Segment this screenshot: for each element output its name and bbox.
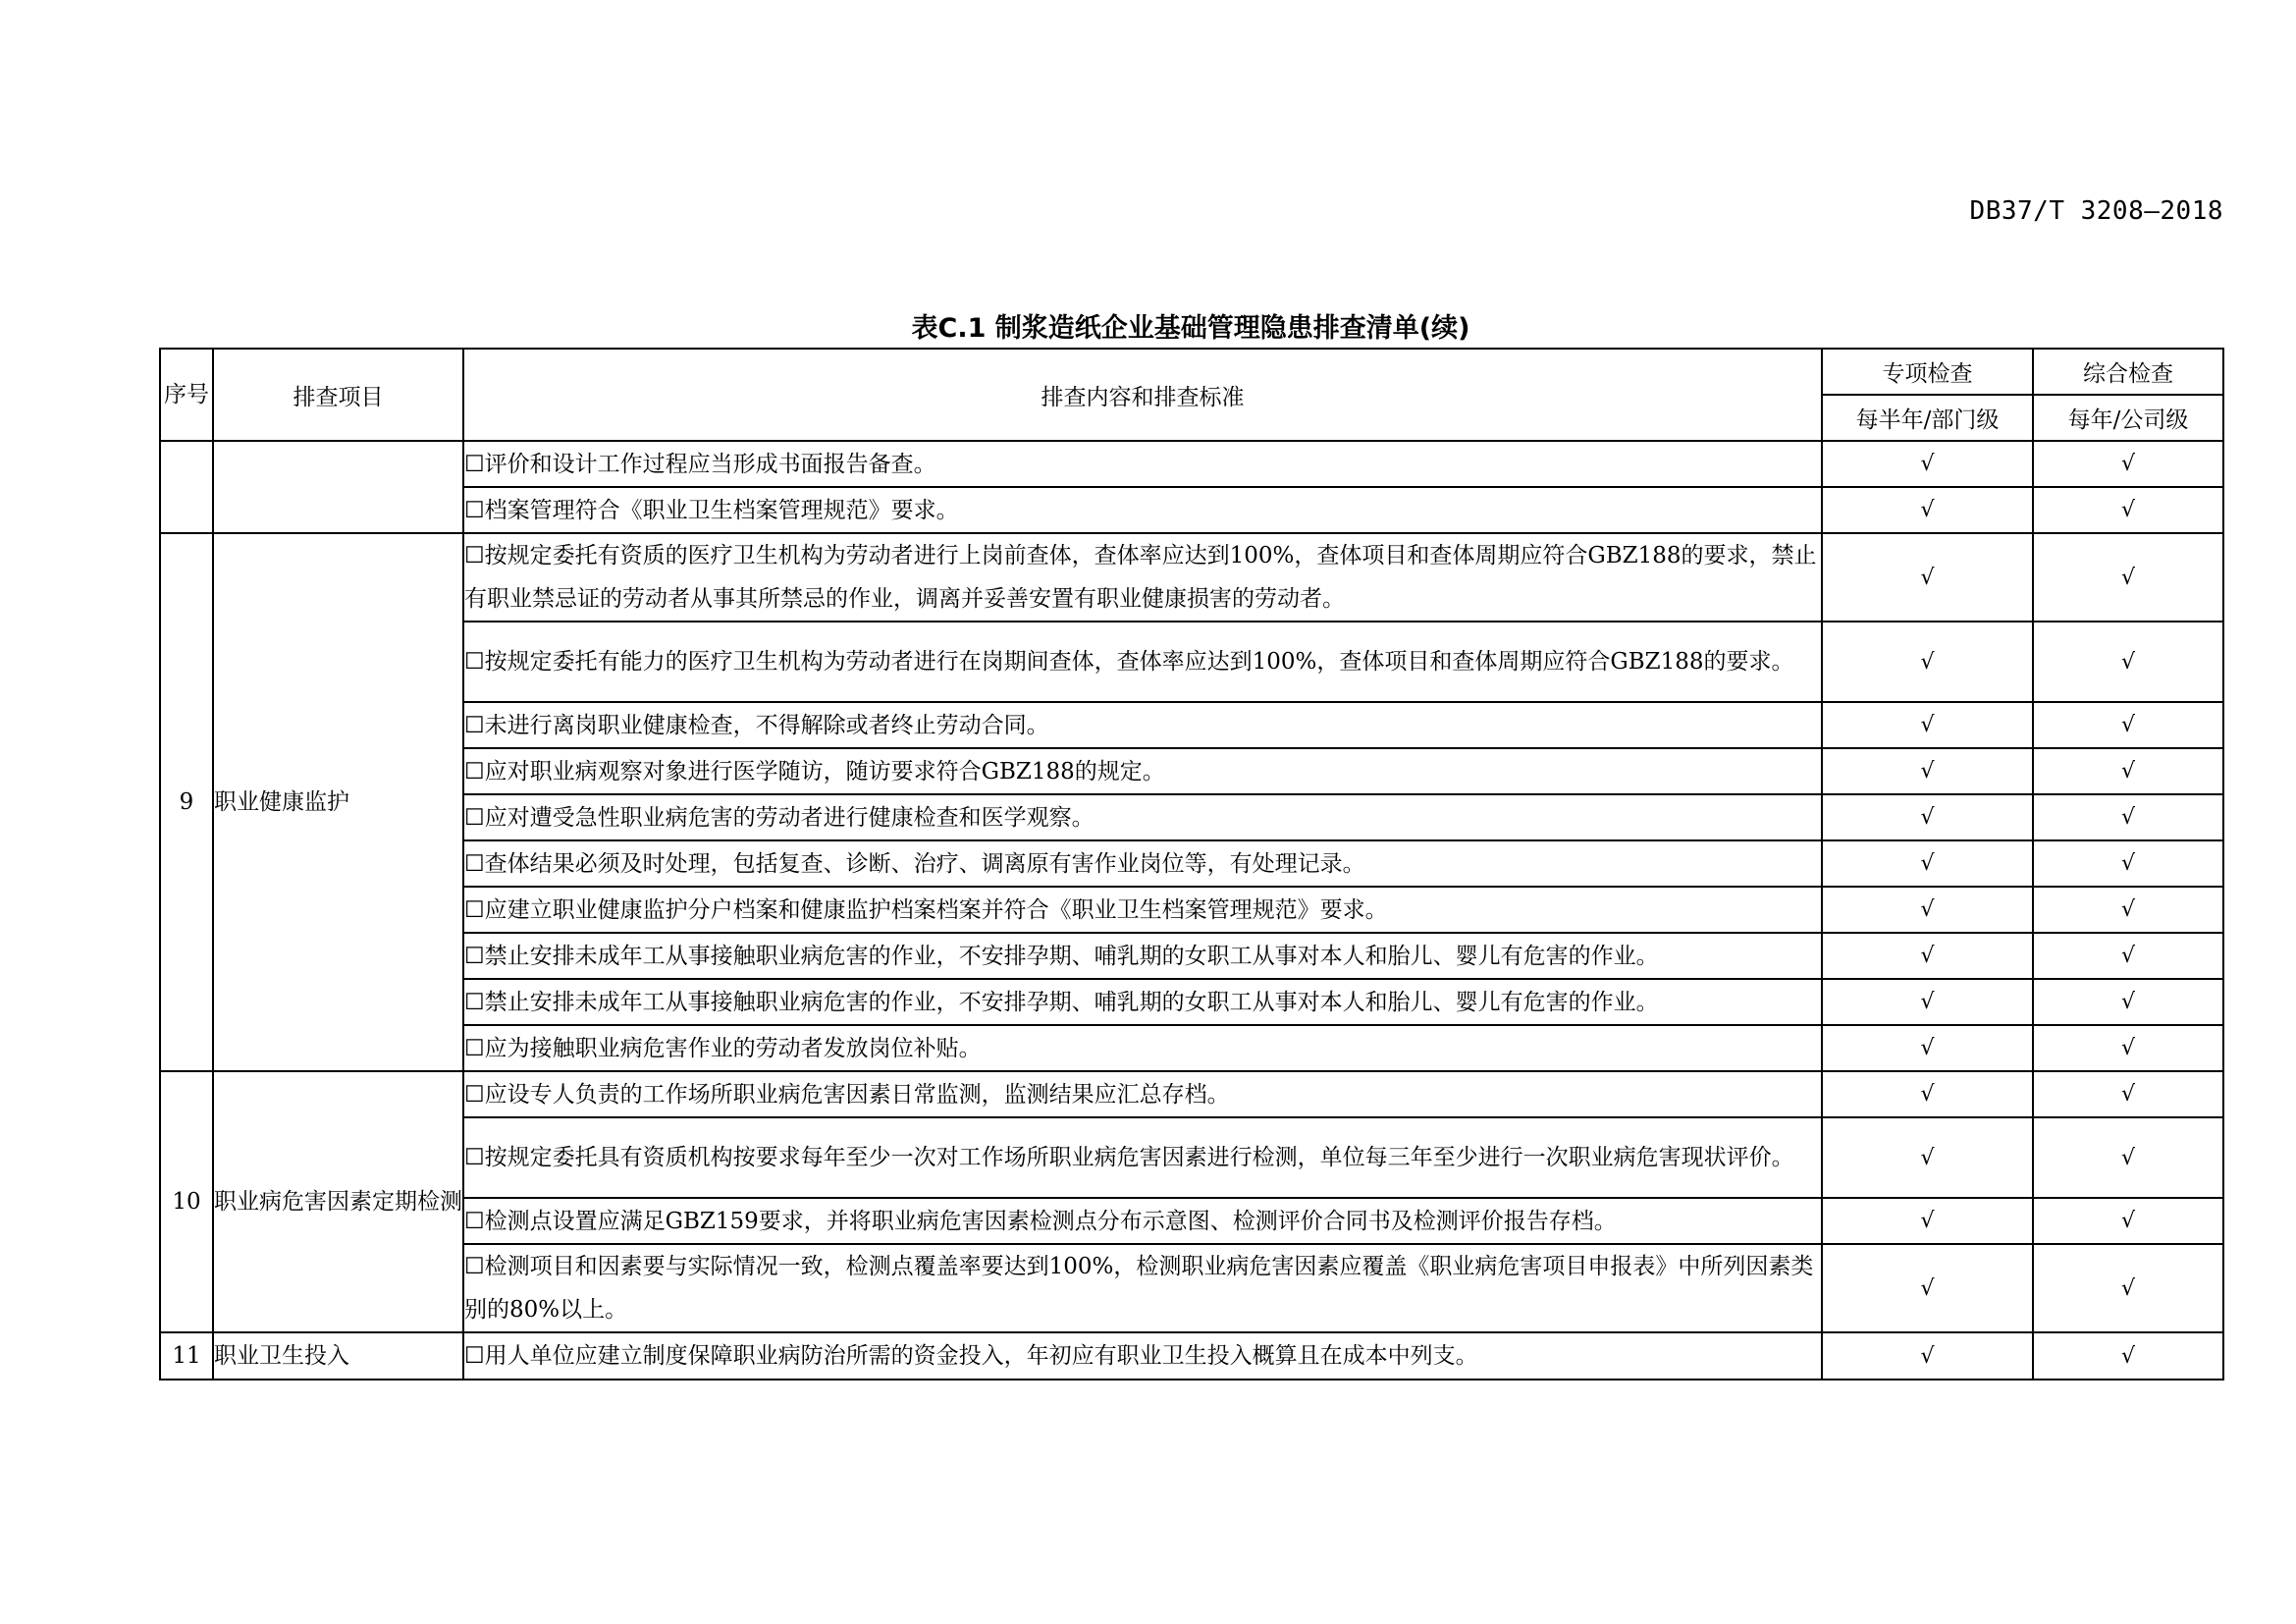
- checklist-table: [159, 348, 2224, 1380]
- table-row: [160, 702, 2223, 748]
- table-header: [160, 349, 2223, 441]
- comprehensive-check-mark: √: [2033, 979, 2223, 1025]
- table-row: [160, 1025, 2223, 1071]
- row-content: ☐按规定委托具有资质机构按要求每年至少一次对工作场所职业病危害因素进行检测，单位每三年至少进行一次职业病危害现状评价。: [463, 1117, 1822, 1198]
- special-check-mark: √: [1822, 1244, 2033, 1332]
- column-header-special-frequency: 每半年/部门级: [1822, 395, 2033, 441]
- table-title: 表C.1 制浆造纸企业基础管理隐患排查清单(续): [911, 313, 1470, 344]
- row-item: 职业病危害因素定期检测: [213, 1071, 463, 1332]
- table-row: [160, 748, 2223, 794]
- row-content: ☐按规定委托有资质的医疗卫生机构为劳动者进行上岗前查体，查体率应达到100%，查体项目和查体周期应符合GBZ188的要求，禁止有职业禁忌证的劳动者从事其所禁忌的作业，调离并妥善安置有职业健康损害的劳动者。: [463, 533, 1822, 622]
- special-check-mark: √: [1822, 748, 2033, 794]
- column-header-content: 排查内容和排查标准: [463, 349, 1822, 441]
- table-row: [160, 487, 2223, 533]
- table-row: [160, 441, 2223, 487]
- table-row: [160, 1332, 2223, 1380]
- row-seq: 11: [160, 1332, 213, 1380]
- special-check-mark: √: [1822, 441, 2033, 487]
- special-check-mark: √: [1822, 933, 2033, 979]
- comprehensive-check-mark: √: [2033, 1244, 2223, 1332]
- row-seq: [160, 441, 213, 533]
- special-check-mark: √: [1822, 979, 2033, 1025]
- table-row: [160, 1198, 2223, 1244]
- comprehensive-check-mark: √: [2033, 933, 2223, 979]
- row-content: ☐应对遭受急性职业病危害的劳动者进行健康检查和医学观察。: [463, 794, 1822, 840]
- table-row: [160, 622, 2223, 702]
- row-seq: 10: [160, 1071, 213, 1332]
- table-body: [160, 441, 2223, 1380]
- special-check-mark: √: [1822, 487, 2033, 533]
- row-content: ☐检测项目和因素要与实际情况一致，检测点覆盖率要达到100%，检测职业病危害因素应覆盖《职业病危害项目申报表》中所列因素类别的80%以上。: [463, 1244, 1822, 1332]
- column-header-seq: 序号: [160, 349, 213, 441]
- row-content: ☐应对职业病观察对象进行医学随访，随访要求符合GBZ188的规定。: [463, 748, 1822, 794]
- column-header-item: 排查项目: [213, 349, 463, 441]
- comprehensive-check-mark: √: [2033, 1198, 2223, 1244]
- table-row: [160, 1117, 2223, 1198]
- row-content: ☐禁止安排未成年工从事接触职业病危害的作业，不安排孕期、哺乳期的女职工从事对本人和胎儿、婴儿有危害的作业。: [463, 979, 1822, 1025]
- column-header-comprehensive-frequency: 每年/公司级: [2033, 395, 2223, 441]
- special-check-mark: √: [1822, 1071, 2033, 1117]
- comprehensive-check-mark: √: [2033, 887, 2223, 933]
- comprehensive-check-mark: √: [2033, 1025, 2223, 1071]
- special-check-mark: √: [1822, 1025, 2033, 1071]
- column-header-comprehensive-check: 综合检查: [2033, 349, 2223, 395]
- table-row: [160, 979, 2223, 1025]
- row-content: ☐查体结果必须及时处理，包括复查、诊断、治疗、调离原有害作业岗位等，有处理记录。: [463, 840, 1822, 887]
- row-content: ☐按规定委托有能力的医疗卫生机构为劳动者进行在岗期间查体，查体率应达到100%，查体项目和查体周期应符合GBZ188的要求。: [463, 622, 1822, 702]
- row-content: ☐档案管理符合《职业卫生档案管理规范》要求。: [463, 487, 1822, 533]
- comprehensive-check-mark: √: [2033, 1332, 2223, 1380]
- comprehensive-check-mark: √: [2033, 487, 2223, 533]
- row-content: ☐评价和设计工作过程应当形成书面报告备查。: [463, 441, 1822, 487]
- table-row: [160, 1071, 2223, 1117]
- special-check-mark: √: [1822, 840, 2033, 887]
- row-item: [213, 441, 463, 533]
- comprehensive-check-mark: √: [2033, 533, 2223, 622]
- special-check-mark: √: [1822, 794, 2033, 840]
- table-row: [160, 1244, 2223, 1332]
- row-content: ☐未进行离岗职业健康检查，不得解除或者终止劳动合同。: [463, 702, 1822, 748]
- special-check-mark: √: [1822, 702, 2033, 748]
- row-item: 职业卫生投入: [213, 1332, 463, 1380]
- column-header-special-check: 专项检查: [1822, 349, 2033, 395]
- row-content: ☐检测点设置应满足GBZ159要求，并将职业病危害因素检测点分布示意图、检测评价合同书及检测评价报告存档。: [463, 1198, 1822, 1244]
- table-row: [160, 887, 2223, 933]
- comprehensive-check-mark: √: [2033, 441, 2223, 487]
- special-check-mark: √: [1822, 887, 2033, 933]
- comprehensive-check-mark: √: [2033, 1071, 2223, 1117]
- table-row: [160, 933, 2223, 979]
- row-content: ☐应设专人负责的工作场所职业病危害因素日常监测，监测结果应汇总存档。: [463, 1071, 1822, 1117]
- table-row: [160, 533, 2223, 622]
- row-content: ☐用人单位应建立制度保障职业病防治所需的资金投入，年初应有职业卫生投入概算且在成本中列支。: [463, 1332, 1822, 1380]
- comprehensive-check-mark: √: [2033, 622, 2223, 702]
- comprehensive-check-mark: √: [2033, 702, 2223, 748]
- special-check-mark: √: [1822, 1332, 2033, 1380]
- table-row: [160, 840, 2223, 887]
- table-row: [160, 794, 2223, 840]
- comprehensive-check-mark: √: [2033, 748, 2223, 794]
- comprehensive-check-mark: √: [2033, 794, 2223, 840]
- row-content: ☐应建立职业健康监护分户档案和健康监护档案档案并符合《职业卫生档案管理规范》要求。: [463, 887, 1822, 933]
- comprehensive-check-mark: √: [2033, 1117, 2223, 1198]
- special-check-mark: √: [1822, 1117, 2033, 1198]
- row-item: 职业健康监护: [213, 533, 463, 1071]
- document-code: DB37/T 3208—2018: [1969, 196, 2223, 226]
- row-seq: 9: [160, 533, 213, 1071]
- special-check-mark: √: [1822, 1198, 2033, 1244]
- special-check-mark: √: [1822, 533, 2033, 622]
- comprehensive-check-mark: √: [2033, 840, 2223, 887]
- row-content: ☐应为接触职业病危害作业的劳动者发放岗位补贴。: [463, 1025, 1822, 1071]
- row-content: ☐禁止安排未成年工从事接触职业病危害的作业，不安排孕期、哺乳期的女职工从事对本人和胎儿、婴儿有危害的作业。: [463, 933, 1822, 979]
- special-check-mark: √: [1822, 622, 2033, 702]
